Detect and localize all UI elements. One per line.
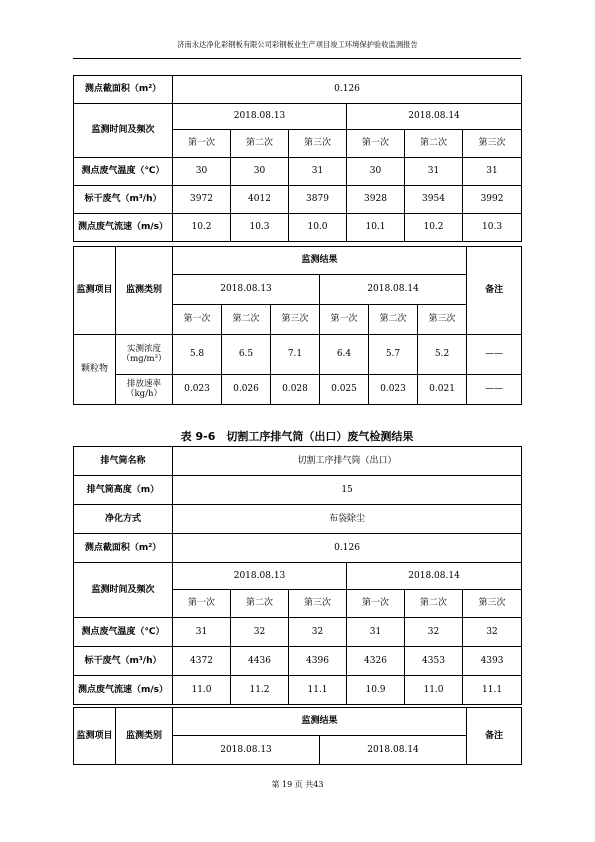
conc-label: 实测浓度（mg/m³） [116,335,173,375]
count-cell: 第二次 [222,305,271,335]
temp-cell: 30 [173,158,231,186]
count-cell: 第二次 [231,590,289,618]
count-cell: 第一次 [347,590,405,618]
rate-cell: 0.021 [418,375,467,405]
date-2: 2018.08.14 [347,563,522,590]
velocity-cell: 10.3 [231,214,289,242]
area-value: 0.126 [173,76,522,104]
temp-cell: 31 [173,618,231,647]
outlet-height-value: 15 [173,476,522,505]
conc-cell: 7.1 [271,335,320,375]
conc-cell: 5.7 [369,335,418,375]
count-cell: 第一次 [173,305,222,335]
temp-cell: 30 [347,158,405,186]
conc-cell: 5.8 [173,335,222,375]
header-divider [73,58,521,59]
count-cell: 第三次 [289,130,347,158]
dry-flow-cell: 4353 [405,647,463,676]
dry-flow-cell: 4396 [289,647,347,676]
velocity-cell: 11.2 [231,676,289,705]
item-label: 监测项目 [74,247,116,335]
temp-label: 测点废气温度（℃） [74,158,173,186]
count-cell: 第一次 [320,305,369,335]
temp-label: 测点废气温度（℃） [74,618,173,647]
dry-flow-cell: 4372 [173,647,231,676]
time-freq-label: 监测时间及频次 [74,563,173,618]
count-cell: 第一次 [347,130,405,158]
temp-cell: 30 [231,158,289,186]
outlet-name-value: 切割工序排气筒（出口） [173,447,522,476]
exhaust-table-continued [73,75,522,242]
table-9-6-title: 表 9-6 切割工序排气筒（出口）废气检测结果 [180,430,414,443]
velocity-cell: 10.1 [347,214,405,242]
time-freq-label: 监测时间及频次 [74,104,173,158]
dry-flow-cell: 3879 [289,186,347,214]
cutting-exhaust-table [73,446,522,705]
dry-flow-cell: 3954 [405,186,463,214]
count-cell: 第一次 [173,590,231,618]
temp-cell: 31 [405,158,463,186]
count-cell: 第二次 [369,305,418,335]
temp-cell: 32 [405,618,463,647]
page-footer: 第 19 页 共43 [271,780,324,789]
dry-flow-cell: 4436 [231,647,289,676]
category-label: 监测类别 [116,247,173,335]
note-dash: —— [467,335,522,375]
note-label: 备注 [467,247,522,335]
rate-cell: 0.023 [173,375,222,405]
temp-cell: 31 [463,158,522,186]
velocity-cell: 10.2 [173,214,231,242]
category-label: 监测类别 [116,708,173,765]
temp-cell: 32 [289,618,347,647]
purify-value: 布袋除尘 [173,505,522,534]
velocity-label: 测点废气流速（m/s） [74,676,173,705]
count-cell: 第二次 [405,590,463,618]
pollutant-name: 颗粒物 [74,335,116,405]
velocity-cell: 10.2 [405,214,463,242]
dry-flow-cell: 3928 [347,186,405,214]
date-1: 2018.08.13 [173,736,320,765]
conc-cell: 5.2 [418,335,467,375]
velocity-cell: 11.0 [405,676,463,705]
velocity-cell: 10.3 [463,214,522,242]
count-cell: 第一次 [173,130,231,158]
date-1: 2018.08.13 [173,275,320,305]
conc-cell: 6.4 [320,335,369,375]
result-label: 监测结果 [173,247,467,275]
dry-flow-cell: 3972 [173,186,231,214]
note-label: 备注 [467,708,522,765]
dry-flow-cell: 4326 [347,647,405,676]
rate-cell: 0.026 [222,375,271,405]
temp-cell: 32 [231,618,289,647]
area-label: 测点截面积（m²） [74,76,173,104]
velocity-cell: 10.0 [289,214,347,242]
temp-cell: 31 [289,158,347,186]
note-dash: —— [467,375,522,405]
area-value: 0.126 [173,534,522,563]
conc-cell: 6.5 [222,335,271,375]
date-2: 2018.08.14 [347,104,522,130]
outlet-height-label: 排气筒高度（m） [74,476,173,505]
count-cell: 第二次 [231,130,289,158]
dry-flow-label: 标干废气（m³/h） [74,647,173,676]
cutting-result-header [73,707,522,765]
dry-flow-cell: 3992 [463,186,522,214]
velocity-cell: 11.1 [289,676,347,705]
velocity-cell: 11.1 [463,676,522,705]
velocity-label: 测点废气流速（m/s） [74,214,173,242]
rate-cell: 0.028 [271,375,320,405]
date-1: 2018.08.13 [173,563,347,590]
pollutant-table [73,246,522,405]
date-2: 2018.08.14 [320,275,467,305]
count-cell: 第三次 [418,305,467,335]
result-label: 监测结果 [173,708,467,736]
velocity-cell: 10.9 [347,676,405,705]
rate-cell: 0.023 [369,375,418,405]
rate-label: 排放速率（kg/h） [116,375,173,405]
dry-flow-cell: 4012 [231,186,289,214]
area-label: 测点截面积（m²） [74,534,173,563]
date-1: 2018.08.13 [173,104,347,130]
dry-flow-label: 标干废气（m³/h） [74,186,173,214]
item-label: 监测项目 [74,708,116,765]
report-header: 济南永达净化彩钢板有限公司彩钢板业生产项目竣工环境保护验收监测报告 [177,40,418,49]
purify-label: 净化方式 [74,505,173,534]
outlet-name-label: 排气筒名称 [74,447,173,476]
date-2: 2018.08.14 [320,736,467,765]
count-cell: 第二次 [405,130,463,158]
dry-flow-cell: 4393 [463,647,522,676]
rate-cell: 0.025 [320,375,369,405]
count-cell: 第三次 [289,590,347,618]
count-cell: 第三次 [463,130,522,158]
temp-cell: 32 [463,618,522,647]
count-cell: 第三次 [271,305,320,335]
count-cell: 第三次 [463,590,522,618]
velocity-cell: 11.0 [173,676,231,705]
temp-cell: 31 [347,618,405,647]
